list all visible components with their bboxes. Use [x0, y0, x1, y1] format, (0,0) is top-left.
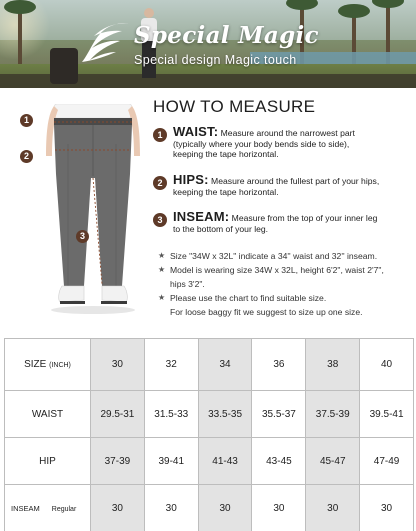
- brand-name: Special Magic: [134, 22, 319, 49]
- size-cell: 34: [198, 339, 252, 391]
- table-cell: 30: [144, 485, 198, 531]
- table-row: [5, 485, 414, 531]
- star-icon: ★: [158, 293, 166, 302]
- table-cell: 41-43: [198, 438, 252, 485]
- row-label: INSEAM Regular: [5, 485, 91, 531]
- step-text: Measure around the narrowest part: [218, 128, 355, 138]
- marker-waist: 1: [20, 114, 33, 127]
- row-label: WAIST: [5, 391, 91, 438]
- wing-logo-icon: [80, 18, 132, 64]
- note-item: ★ Size "34W x 32L" indicate a 34'' waist and 32'' inseam.: [158, 251, 378, 261]
- table-cell: 35.5-37: [252, 391, 306, 438]
- table-cell: 31.5-33: [144, 391, 198, 438]
- table-cell: 37-39: [91, 438, 145, 485]
- sizing-notes: [158, 249, 414, 319]
- step-heading: WAIST:: [173, 124, 219, 139]
- step-heading: INSEAM:: [173, 209, 230, 224]
- palm-tree: [18, 10, 22, 70]
- marker-inseam: 3: [76, 230, 89, 243]
- note-item: hips 3'2".: [170, 279, 205, 289]
- table-cell: 30: [252, 485, 306, 531]
- hero-banner: [0, 0, 416, 88]
- golf-bag: [50, 48, 78, 84]
- step-line: keeping the tape horizontal.: [173, 149, 279, 159]
- step-text: Measure from the top of your inner leg: [229, 213, 378, 223]
- row-label: HIP: [5, 438, 91, 485]
- note-item: ★ Model is wearing size 34W x 32L, height 6'2", waist 2'7",: [158, 265, 384, 275]
- marker-hips: 2: [20, 150, 33, 163]
- table-cell: 47-49: [360, 438, 414, 485]
- table-row: [5, 391, 414, 438]
- table-cell: 37.5-39: [306, 391, 360, 438]
- step-text: Measure around the fullest part of your hips,: [208, 176, 380, 186]
- guide-title: HOW TO MEASURE: [153, 97, 316, 116]
- table-cell: 30: [306, 485, 360, 531]
- size-cell: 30: [91, 339, 145, 391]
- step-inseam: [153, 209, 413, 234]
- brand-tagline: Special design Magic touch: [134, 53, 297, 67]
- table-row: [5, 438, 414, 485]
- size-header-cell: SIZE (INCH): [5, 339, 91, 391]
- table-row: [5, 339, 414, 391]
- step-line: (typically where your body bends side to side),: [173, 138, 350, 149]
- size-chart-table: [4, 338, 414, 531]
- star-icon: ★: [158, 265, 166, 274]
- star-icon: ★: [158, 251, 166, 260]
- table-cell: 30: [360, 485, 414, 531]
- size-cell: 38: [306, 339, 360, 391]
- size-cell: 36: [252, 339, 306, 391]
- table-cell: 43-45: [252, 438, 306, 485]
- step-line: keeping the tape horizontal.: [173, 186, 279, 197]
- step-heading: HIPS:: [173, 172, 209, 187]
- model-pants-illustration: [38, 104, 148, 326]
- table-cell: 29.5-31: [91, 391, 145, 438]
- step-number: 2: [153, 176, 167, 190]
- table-cell: 39-41: [144, 438, 198, 485]
- table-cell: 39.5-41: [360, 391, 414, 438]
- step-hips: [153, 172, 413, 197]
- note-item: ★ Please use the chart to find suitable size.: [158, 293, 327, 303]
- step-number: 3: [153, 213, 167, 227]
- size-cell: 32: [144, 339, 198, 391]
- step-number: 1: [153, 128, 167, 142]
- table-cell: 45-47: [306, 438, 360, 485]
- table-cell: 33.5-35: [198, 391, 252, 438]
- size-cell: 40: [360, 339, 414, 391]
- table-cell: 30: [91, 485, 145, 531]
- note-item: For loose baggy fit we suggest to size up one size.: [170, 307, 363, 317]
- step-waist: [153, 124, 413, 160]
- table-cell: 30: [198, 485, 252, 531]
- step-line: to the bottom of your leg.: [173, 223, 269, 234]
